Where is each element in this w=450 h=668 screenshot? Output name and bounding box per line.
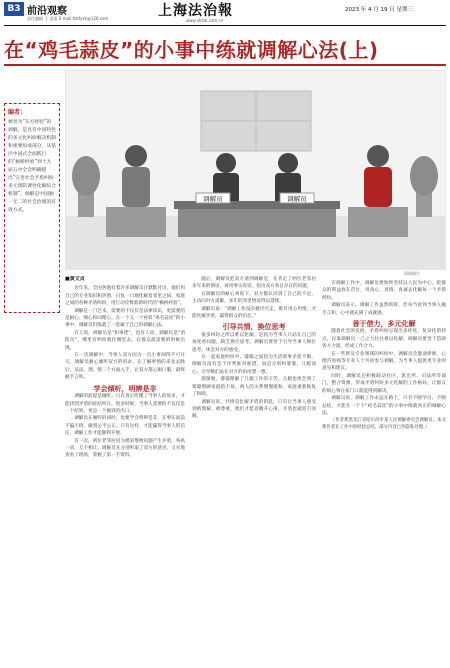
paragraph: 渐渐地，婆婆理解了儿媳工作的辛苦，儿媳也体会到了婆婆照顾家庭的不易，两人的关系慢慢缓和，家庭重新恢复了和睦。	[192, 377, 316, 398]
paragraph: 在调解工作中，调解员要始终坚持以人民为中心，把群众的利益放在首位，用真心、真情、真诚去化解每一个矛盾纠纷。	[322, 281, 446, 301]
paragraph: 在一次调解中，当事人双方因为一点小事闹得不可开交，调解员耐心倾听双方的诉求，在了解事情的来龙去脉后，从法、理、情三个方面入手，让双方都心服口服，最终握手言和。	[65, 353, 185, 381]
section-subhead: 学会倾听，明辨是非	[93, 384, 157, 393]
mediation-scene-svg	[66, 71, 446, 270]
right-party-head	[367, 145, 389, 167]
plant-left	[72, 156, 100, 196]
paragraph: 调解的前提是倾听。只有真正听懂了当事人的诉求，才能找到矛盾的症结所在。很多时候，当事人需要的不仅仅是一个结果，更是一个倾诉的出口。	[65, 394, 185, 414]
paragraph: 调解是一门艺术，需要的不仅仅是法律知识，更需要的是耐心、细心和同理心。在一个又一个看似“鸡毛蒜皮”的小事中，调解员们练就了一套属于自己的调解心法。	[65, 308, 185, 329]
newspaper-masthead: 上海法治報	[158, 3, 233, 19]
article-column-3	[322, 280, 446, 660]
paragraph: 近年来，全国各地有着许多调解员在默默付出，他们用自己的专业知识和热情，日复一日地化解着邻里之间、家庭之间的各种矛盾纠纷，用行动诠释着新时代的“枫桥经验”。	[65, 286, 185, 307]
issue-date: 2023 年 4 月 19 日 星期三	[345, 7, 413, 13]
editor-line: 责任编辑 王 睿嘉 E-mail:fzbfyzk@126.com	[27, 16, 109, 21]
article-column-2	[192, 276, 316, 660]
headline-divider	[4, 64, 446, 66]
paragraph: 在调解员的耐心劝说下，双方都认识到了自己的不足，主动向对方道歉，多年的邻里情谊得以延续。	[192, 291, 316, 305]
left-party-head	[125, 145, 147, 167]
editor-note-box	[4, 103, 60, 313]
article-column-1	[65, 276, 185, 660]
mediation-illustration	[65, 70, 446, 270]
side-table-right	[348, 207, 408, 237]
nameplate-right-text: 调解员	[287, 195, 307, 203]
paragraph: 调解员说，调解工作永远在路上，只有不断学习、不断总结，才能在一个个“鸡毛蒜皮”的小事中练就真正的调解心法。	[322, 396, 446, 416]
paragraph: 调解员在倾听的同时，也要学会明辨是非，在事实面前不偏不倚，做到公平公正。只有这样，才能赢得当事人的信任，调解工作才能顺利开展。	[65, 416, 185, 437]
author-byline: ■黄文贞	[65, 276, 85, 282]
right-party-body	[364, 167, 392, 207]
left-party-body	[122, 167, 150, 207]
mediator-right-head	[278, 153, 298, 173]
paragraph: 同时，调解员还积极联动社区、派出所、司法所等部门，整合资源，形成矛盾纠纷多元化解的工作格局，让群众的烦心事在家门口就能得到解决。	[322, 373, 446, 394]
plant-right	[410, 156, 438, 196]
paragraph: 调解员说：“调解工作没有捷径可走，唯有用心用情，才能化解矛盾，赢得群众的信任。”	[192, 306, 316, 320]
paragraph: 有一次，两位老邻居因为楼道堆物问题产生矛盾，各执一词，互不相让。调解员先分别听取了双方的意见，又实地查看了现场，掌握了第一手资料。	[65, 438, 185, 459]
paragraph: 在一些涉及专业领域的纠纷中，调解员会邀请律师、心理咨询师等专业人士共同参与调解，为当事人提供更专业的意见和建议。	[322, 351, 446, 372]
page-header	[0, 0, 450, 30]
article-headline: 在“鸡毛蒜皮”的小事中练就调解心法(上)	[4, 38, 379, 62]
image-caption: 资料图片	[404, 271, 420, 276]
page-number-badge: B3	[4, 2, 24, 16]
paragraph: 随着社会的发展，矛盾纠纷呈现出多样化、复杂化的特点，仅靠调解员一己之力往往难以化解。调解员要善于借助各方力量，形成工作合力。	[322, 329, 446, 350]
mediator-left-head	[216, 153, 236, 173]
editor-note-text: 被誉为“东方经验”的调解，是具有中国特色的多元化纠纷解决机制和重要组成部分，从基层中国式全面践行的“枫桥经验”到十九届五中全会明确提出“完善社会矛盾纠纷多元预防调处化解综合机制”，调解是中国独一无二的社会治理的有效方式。	[8, 120, 56, 213]
masthead-url: www.shfzb.com.cn	[186, 18, 224, 23]
section-name: 前沿观察	[27, 6, 67, 17]
section-subhead: 引导共情，换位思考	[222, 323, 286, 332]
nameplate-left-text: 调解员	[203, 195, 223, 203]
paragraph: 在一起家庭纠纷中，婆媳之间因为生活琐事矛盾不断。调解员没有急于评判谁对谁错，而是分别和婆婆、儿媳谈心，引导她们站在对方的角度想一想。	[192, 355, 316, 375]
author-footnote: （作者系黑龙江省哈尔滨市某人民调解委员会调解员。本文系作者在工作中的经验总结，部分内容已作隐私处理。）	[322, 418, 446, 431]
mediation-table-front	[178, 209, 336, 237]
side-table-left	[106, 207, 166, 237]
paragraph: 调解员表示，调解工作虽然琐碎，但每当看到当事人握手言和，心中就充满了成就感。	[322, 303, 446, 316]
section-subhead: 善于借力，多元化解	[352, 320, 416, 329]
header-divider	[4, 25, 446, 26]
editor-note-label: 编者：	[8, 109, 27, 116]
paragraph: 很多纠纷之所以难以化解，是因为当事人只站在自己的角度看问题，缺乏换位思考。调解员要善于引导当事人换位思考，体会对方的感受。	[192, 332, 316, 353]
paragraph: 有人说，调解员是“和事佬”，也有人说，调解员是“消防员”，哪里有纠纷就往哪里去，在群众最需要的时候出现。	[65, 330, 185, 351]
paragraph: 随后，调解员把双方请到调解室，先肯定了两位老邻居多年来的情谊，再用事实说话，指出双方各自存在的问题。	[192, 277, 316, 290]
paragraph: 调解员说，共情是化解矛盾的钥匙，只有让当事人感受到被理解、被尊重，他们才愿意敞开心扉，矛盾也就迎刃而解。	[192, 399, 316, 420]
